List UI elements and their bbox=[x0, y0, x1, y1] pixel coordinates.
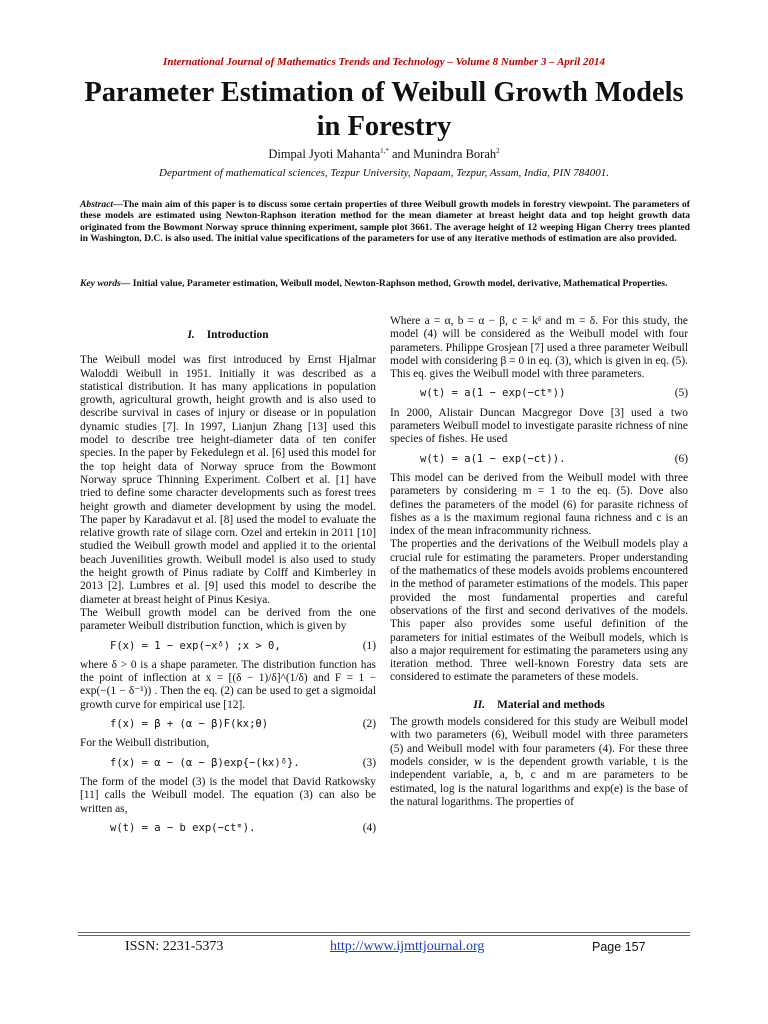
section-heading-introduction bbox=[80, 329, 376, 342]
left-column bbox=[80, 315, 376, 841]
equation-3 bbox=[80, 757, 376, 770]
section-title: Material and methods bbox=[497, 698, 605, 711]
equation-body: w(t) = a(1 − exp(−ctᵐ)) bbox=[420, 387, 566, 400]
title-line-1: Parameter Estimation of Weibull Growth Models bbox=[84, 77, 684, 108]
equation-number: (6) bbox=[674, 452, 688, 465]
paragraph: The properties and the derivations of the Weibull models play a crucial rule for estimating the parameters. Proper understanding of the mathematics of these models avoids problems encountered in the method of parameter estimations of the models. This paper provided the most fundamental properties and careful observations of the first and second derivatives of the models. This paper also provides some useful definition of the parameters for initial estimates of the Weibull models, which is also a major requirement for estimating the parameters using any iteration method. Three well-known Forestry data sets are considered to estimate the parameters of these models. bbox=[390, 538, 688, 684]
keywords-lead: Key words bbox=[80, 278, 121, 289]
equation-2 bbox=[80, 718, 376, 731]
paragraph: Where a = α, b = α − β, c = kᵟ and m = δ. For this study, the model (4) will be considered as the Weibull model with four parameters. Philippe Grosjean [7] used a three parameter Weibull model with considering β = 0 in eq. (3), which is given in eq. (5). This eq. gives the Weibull model with three parameters. bbox=[390, 315, 688, 381]
right-column bbox=[390, 315, 688, 809]
equation-body: w(t) = a − b exp(−ctᵐ). bbox=[110, 821, 256, 834]
footer-page-number: Page 157 bbox=[592, 940, 646, 954]
equation-number: (3) bbox=[362, 756, 376, 769]
equation-body: f(x) = β + (α − β)F(kx;θ) bbox=[110, 718, 269, 731]
author-line bbox=[0, 147, 768, 162]
abstract-text: —The main aim of this paper is to discuss some certain properties of three Weibull growth models in forestry viewpoint. The parameters of these models are estimated using Newton-Raphson iteration method for the mean diameter at breast height data and top height growth data originated from the Bowmont Norway spruce thinning experiment, sample plot 3661. The average height of 12 weeping Higan Cherry trees planted in Washington, D.C. is also used. The initial value specifications of the parameters for use of any iterative methods of estimation are also provided. bbox=[80, 199, 690, 244]
keywords bbox=[80, 278, 690, 289]
equation-body: F(x) = 1 − exp(−xᵟ) ;x > 0, bbox=[110, 639, 281, 652]
section-number: II. bbox=[473, 698, 486, 711]
equation-6 bbox=[390, 453, 688, 466]
equation-1 bbox=[80, 640, 376, 653]
section-heading-materials bbox=[390, 699, 688, 712]
paragraph: The Weibull growth model can be derived from the one parameter Weibull distribution function, which is given by bbox=[80, 606, 376, 633]
paragraph: The form of the model (3) is the model that David Ratkowsky [11] calls the Weibull model. The equation (3) can also be written as, bbox=[80, 775, 376, 815]
abstract-lead: Abstract bbox=[80, 199, 114, 210]
footer-divider bbox=[78, 935, 690, 936]
paragraph: This model can be derived from the Weibull model with three parameters by considering m = 1 to the eq. (5). Dove also defines the parameters of the model (6) for parasite richness of fishes as a is the maximum regional fauna richness and c is an index of the mean infracommunity richness. bbox=[390, 471, 688, 538]
paper-title bbox=[40, 76, 728, 144]
affiliation: Department of mathematical sciences, Tezpur University, Napaam, Tezpur, Assam, India, PIN 784001. bbox=[159, 167, 609, 179]
equation-5 bbox=[390, 387, 688, 400]
footer-divider bbox=[78, 932, 690, 933]
equation-number: (1) bbox=[362, 639, 376, 652]
footer-issn: ISSN: 2231-5373 bbox=[125, 939, 224, 954]
paragraph: The growth models considered for this study are Weibull model with two parameters (6), Weibull model with three parameters (5) and Weibull model with four parameters (4). For these three models consider, w is the dependent growth variable, t is the independent variable, a, b, c and m are parameters to be estimated, log is the natural logarithms and exp(e) is the base of the natural logarithms. The properties of bbox=[390, 716, 688, 808]
equation-4 bbox=[80, 822, 376, 835]
equation-number: (5) bbox=[674, 387, 688, 400]
author-join: and Munindra Borah bbox=[388, 147, 497, 162]
equation-body: w(t) = a(1 − exp(−ct)). bbox=[420, 452, 566, 465]
equation-number: (2) bbox=[362, 718, 376, 731]
equation-number: (4) bbox=[362, 821, 376, 834]
paragraph: The Weibull model was first introduced by Ernst Hjalmar Waloddi Weibull in 1951. Initially it was described as a statistical distribution. It has many applications in population growth, agricultural growth, height growth and is also used to describe survival in cases of injury or disease or in population dynamic studies [7]. In 1997, Lianjun Zhang [13] used this model to describe tree height-diameter data of ten conifer species. In the paper by Fekedulegn et al. [6] used this model for the top height data of Norway spruce from the Bowmont Norway spruce Thinning Experiment. Colbert et al. [1] have tried to define some character developments such as forest trees height growth and diameter development by using the model. The paper by Karadavut et al. [8] used the model to evaluate the relative growth rate of silage corn. Ozel and ertekin in 2011 [10] studied the Weibull growth model and applied it to the oriental beach Juvenilities growth. Weibull model is also used to study the height growth of Pinus radiate by Colff and Kimberley in 2013 [2]. Lumbres et al. [9] used this model to describe the diameter at breast height of Pinus Kesiya. bbox=[80, 354, 376, 606]
section-title: Introduction bbox=[206, 329, 269, 341]
footer-url-link[interactable]: http://www.ijmttjournal.org bbox=[330, 939, 485, 954]
paragraph: where δ > 0 is a shape parameter. The distribution function has the point of inflection at x = [(δ − 1)/δ]^(1/δ) and F = 1 − exp(−(1 − δ⁻¹)) . Then the eq. (2) can be used to get a sigmoidal growth curve for empirical use [12]. bbox=[80, 658, 376, 711]
title-line-2: in Forestry bbox=[316, 111, 452, 142]
author-1: Dimpal Jyoti Mahanta bbox=[268, 147, 381, 162]
paragraph: In 2000, Alistair Duncan Macgregor Dove [3] used a two parameters Weibull model to investigate parasite richness of nine species of fishes. He used bbox=[390, 406, 688, 446]
section-number: I. bbox=[187, 329, 195, 341]
journal-header: International Journal of Mathematics Trends and Technology – Volume 8 Number 3 – April 2014 bbox=[163, 56, 605, 68]
author-2-sup: 2 bbox=[496, 147, 500, 155]
abstract bbox=[80, 199, 690, 244]
paragraph: For the Weibull distribution, bbox=[80, 737, 210, 750]
author-1-sup: 1,* bbox=[380, 147, 389, 155]
keywords-text: — Initial value, Parameter estimation, Weibull model, Newton-Raphson method, Growth model, derivative, Mathematical Properties. bbox=[120, 278, 668, 289]
equation-body: f(x) = α − (α − β)exp{−(kx)ᵟ}. bbox=[110, 756, 300, 769]
